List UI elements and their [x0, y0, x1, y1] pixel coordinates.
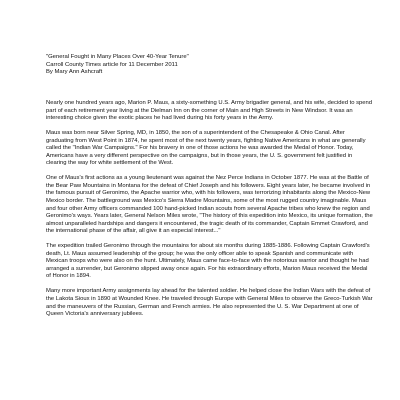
- paragraph: Nearly one hundred years ago, Marion P. Maus, a sixty-something U.S. Army brigadier general, and his wife, decided to spend part of each retirement year living at the Dielman Inn on the corner of Main and High Streets in New Windsor. It was an interesting choice given the exotic places he had lived during his forty years in the Army.: [46, 100, 373, 122]
- article-title: "General Fought in Many Places Over 40-Year Tenure": [46, 54, 189, 60]
- paragraph: One of Maus's first actions as a young lieutenant was against the Nez Perce Indians in October 1877. He was at the Battle of the Bear Paw Mountains in Montana for the defeat of Chief Joseph and his followers. Eight years later, he became involved in the famous pursuit of Geronimo, the Apache warrior who, with his followers, was terrorizing inhabitants along the Mexico-New Mexico border. The battleground was Mexico's Sierra Madre Mountains, some of the most rugged country imaginable. Maus and four other Army officers commanded 100 hand-picked Indian scouts from several Apache tribes who knew the region and Geronimo's ways. Years later, General Nelson Miles wrote, "The history of this expedition into Mexico, its unique formation, the almost unparalleled hardships and dangers it encountered, the tragic death of its commander, Captain Emmet Crawford, and the international phase of the affair, all give it an especial interest...": [46, 175, 373, 235]
- article-byline: By Mary Ann Ashcraft: [46, 69, 103, 76]
- article-publication: Carroll County Times article for 11 December 2011: [46, 61, 178, 68]
- paragraph: The expedition trailed Geronimo through the mountains for about six months during 1885-1886. Following Captain Crawford's death, Lt. Maus assumed leadership of the group; he was the only officer able to speak Spanish and communicate with Mexican troops who were also on the hunt. Ultimately, Maus came face-to-face with the notorious warrior and thought he had arranged a surrender, but Geronimo slipped away once again. For his extraordinary efforts, Marion Maus received the Medal of Honor in 1894.: [46, 243, 370, 280]
- article-header: [46, 54, 376, 77]
- paragraph: Many more important Army assignments lay ahead for the talented soldier. He helped close the Indian Wars with the defeat of the Lakota Sioux in 1890 at Wounded Knee. He traveled through Europe with General Miles to observe the Greco-Turkish War and the maneuvers of the Russian, German and French armies. He also represented the U. S. War Department at one of Queen Victoria's anniversary jubilees.: [46, 288, 373, 318]
- article-body: [46, 100, 373, 326]
- paragraph: Maus was born near Silver Spring, MD, in 1850, the son of a superintendent of the Chesapeake & Ohio Canal. After graduating from West Point in 1874, he spent most of the next twenty years, fighting Native Americans in what are generally called the "Indian War Campaigns." For his bravery in one of those actions he was awarded the Medal of Honor. Today, Americans have a very different perspective on the campaigns, but in those years, the U. S. government felt justified in clearing the way for white settlement of the West.: [46, 130, 366, 167]
